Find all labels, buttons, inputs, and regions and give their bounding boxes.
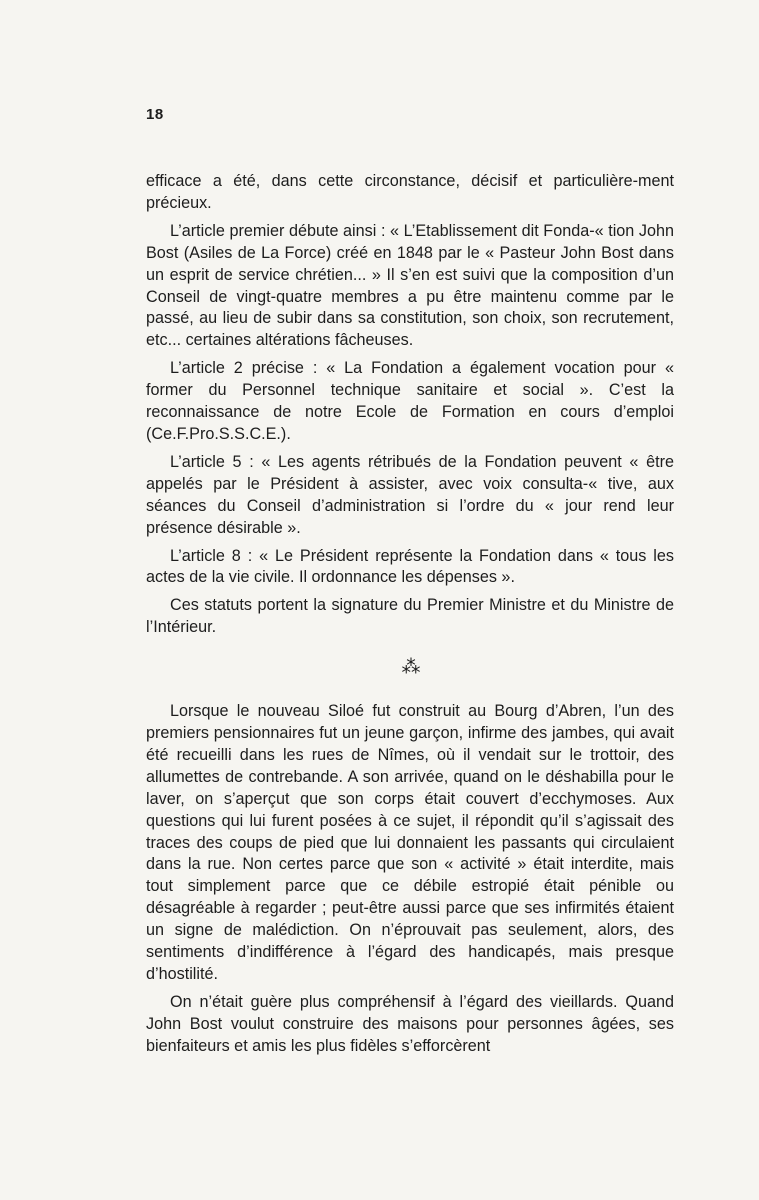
paragraph: L’article premier débute ainsi : « L’Etablissement dit Fonda-« tion John Bost (Asiles de La Force) créé en 1848 par le « Pasteur John Bost dans un esprit de service chrétien... » Il s’en est suivi que la composition d’un Conseil de vingt-quatre membres a pu être maintenu comme par le passé, au lieu de subir dans sa constitution, son choix, son recrutement, etc... certaines altérations fâcheuses. xyxy=(146,221,674,350)
paragraph: L’article 5 : « Les agents rétribués de la Fondation peuvent « être appelés par le Président à assister, avec voix consulta-« tive, aux séances du Conseil d’administration si l’ordre du « jour rend leur présence désirable ». xyxy=(146,452,674,537)
paragraph: efficace a été, dans cette circonstance, décisif et particulière-ment précieux. xyxy=(146,172,674,212)
section-separator: ⁂ xyxy=(401,657,419,679)
paragraph: Ces statuts portent la signature du Premier Ministre et du Ministre de l’Intérieur. xyxy=(146,596,674,637)
paragraph: L’article 8 : « Le Président représente la Fondation dans « tous les actes de la vie civile. Il ordonnance les dépenses ». xyxy=(146,546,674,587)
body-text xyxy=(146,171,674,1058)
page-number: 18 xyxy=(146,106,164,123)
paragraph: L’article 2 précise : « La Fondation a également vocation pour « former du Personnel technique sanitaire et social ». C’est la reconnaissance de notre Ecole de Formation en cours d’emploi (Ce.F.Pro.S.S.C.E.). xyxy=(146,359,674,443)
paragraph: Lorsque le nouveau Siloé fut construit au Bourg d’Abren, l’un des premiers pensionnaires fut un jeune garçon, infirme des jambes, qui avait été recueilli dans les rues de Nîmes, où il vendait sur le trottoir, des allumettes de contrebande. A son arrivée, quand on le déshabilla pour le laver, on s’aperçut que son corps était couvert d’ecchymoses. Aux questions qui lui furent posées à ce sujet, il répondit qu’il s’agissait des traces des coups de pied que lui donnaient les passants qui circulaient dans la rue. Non certes parce que son « activité » était interdite, mais tout simplement parce que ce débile estropié était pénible ou désagréable à regarder ; peut-être aussi parce que ses infirmités étaient un signe de malédiction. On n’éprouvait pas seulement, alors, des sentiments d’indifférence à l’égard des handicapés, mais presque d’hostilité. xyxy=(146,702,674,983)
paragraph: On n’était guère plus compréhensif à l’égard des vieillards. Quand John Bost voulut construire des maisons pour personnes âgées, ses bienfaiteurs et amis les plus fidèles s’efforcèrent xyxy=(146,992,674,1055)
